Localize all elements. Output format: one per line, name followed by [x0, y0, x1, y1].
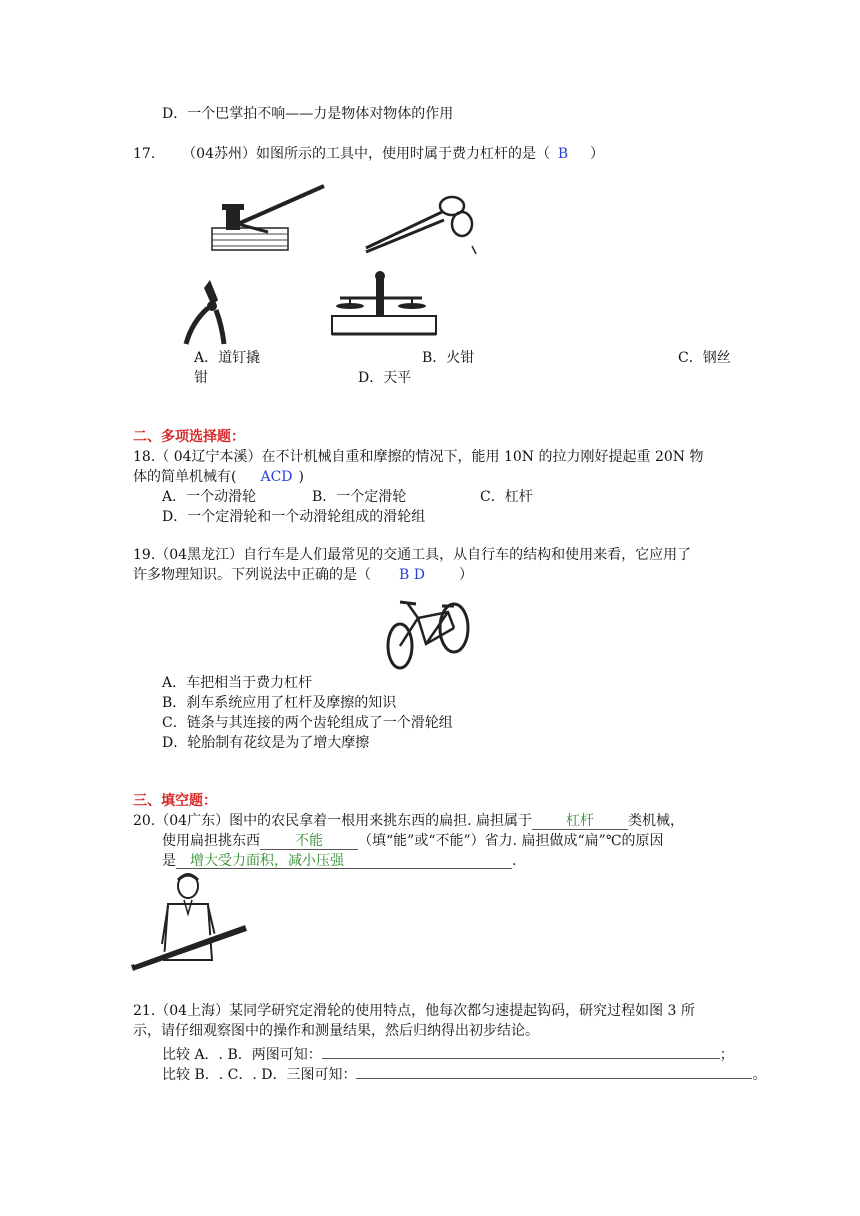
q21-compare-1-text: 比较 A．. B．两图可知： [162, 1047, 322, 1063]
q17-answer: B [557, 146, 569, 162]
q20-line2-text: 使用扁担挑东西 [162, 833, 260, 849]
bicycle-image [378, 588, 476, 672]
q20-blank-3: 增大受力面积，减小压强 [176, 852, 512, 869]
q19-option-a: A．车把相当于费力杠杆 [162, 675, 313, 691]
q17-stem [133, 144, 604, 164]
q20-line2-end: （填“能”或“不能”）省力. 扁担做成“扁”℃的原因 [358, 833, 664, 849]
q17-stem-text: （04苏州）如图所示的工具中，使用时属于费力杠杆的是（ [182, 146, 550, 162]
pliers-image [178, 278, 238, 346]
q17-stem-close: ） [590, 146, 604, 162]
q21-line2: 示，请仔细观察图中的操作和测量结果，然后归纳得出初步结论。 [133, 1023, 539, 1039]
q17-number: 17. [133, 146, 156, 162]
q20-blank-1: 杠杆 [532, 812, 628, 830]
q17-option-d: D．天平 [358, 370, 412, 386]
q18-option-c: C．杠杆 [480, 489, 533, 505]
q18-option-a: A．一个动滑轮 [162, 489, 257, 505]
q20-line1-end: 类机械， [627, 813, 684, 829]
q19-line1: 19.（04黑龙江）自行车是人们最常见的交通工具，从自行车的结构和使用来看，它应用了 [133, 547, 692, 563]
section-3-title: 三、填空题： [133, 793, 217, 809]
q21-compare-2-text: 比较 B．. C．. D．三图可知： [162, 1067, 357, 1083]
q20-line3-end: . [512, 853, 517, 869]
q19-line2 [133, 565, 473, 585]
q19-option-b: B．刹车系统应用了杠杆及摩擦的知识 [162, 695, 397, 711]
fire-tongs-image [362, 186, 480, 256]
q21-blank-2[interactable] [356, 1061, 752, 1079]
q20-line1-text: 20.（04广东）图中的农民拿着一根用来挑东西的扁担. 扁担属于 [133, 813, 532, 829]
q17-option-c-cont: 钳 [194, 370, 208, 386]
q18-option-b: B．一个定滑轮 [312, 489, 407, 505]
q19-line2-text: 许多物理知识。下列说法中正确的是（ [133, 567, 371, 583]
q19-line2-close: ） [458, 567, 473, 583]
q21-blank-1[interactable] [322, 1041, 720, 1059]
q21-compare-1-end: ； [719, 1047, 734, 1063]
q18-line2-text: 体的简单机械有( [133, 469, 237, 485]
q18-line2 [133, 467, 304, 487]
q19-option-d: D．轮胎制有花纹是为了增大摩擦 [162, 735, 370, 751]
q17-option-a: A．道钉撬 [194, 350, 261, 366]
q18-option-d: D．一个定滑轮和一个动滑轮组成的滑轮组 [162, 509, 426, 525]
q18-line2-close: ) [298, 469, 304, 485]
farmer-with-carrying-pole-image [128, 870, 250, 974]
q18-line1: 18.（ 04辽宁本溪）在不计机械自重和摩擦的情况下，能用 10N 的拉力刚好提起重 20N 物 [133, 449, 704, 465]
q19-answer: B D [399, 567, 425, 583]
q20-blank-2: 不能 [260, 832, 358, 850]
q16-option-d: D．一个巴掌拍不响——力是物体对物体的作用 [162, 106, 454, 122]
q17-option-b: B．火钳 [422, 350, 475, 366]
q20-line3 [162, 851, 516, 871]
section-2-title: 二、多项选择题： [133, 429, 245, 445]
q20-line2 [162, 831, 664, 851]
q21-line1: 21.（04上海）某同学研究定滑轮的使用特点，他每次都匀速提起钩码，研究过程如图 3 所 [133, 1003, 695, 1019]
q20-line3-text: 是 [162, 853, 176, 869]
q20-line1 [133, 811, 684, 831]
q21-compare-2-end: 。 [752, 1067, 767, 1083]
q17-option-c: C．钢丝 [678, 350, 731, 366]
q19-option-c: C．链条与其连接的两个齿轮组成了一个滑轮组 [162, 715, 453, 731]
q18-answer: ACD [260, 469, 293, 485]
rail-spike-lever-image [208, 180, 328, 256]
balance-scale-image [326, 268, 442, 340]
q21-compare-2 [162, 1061, 766, 1085]
